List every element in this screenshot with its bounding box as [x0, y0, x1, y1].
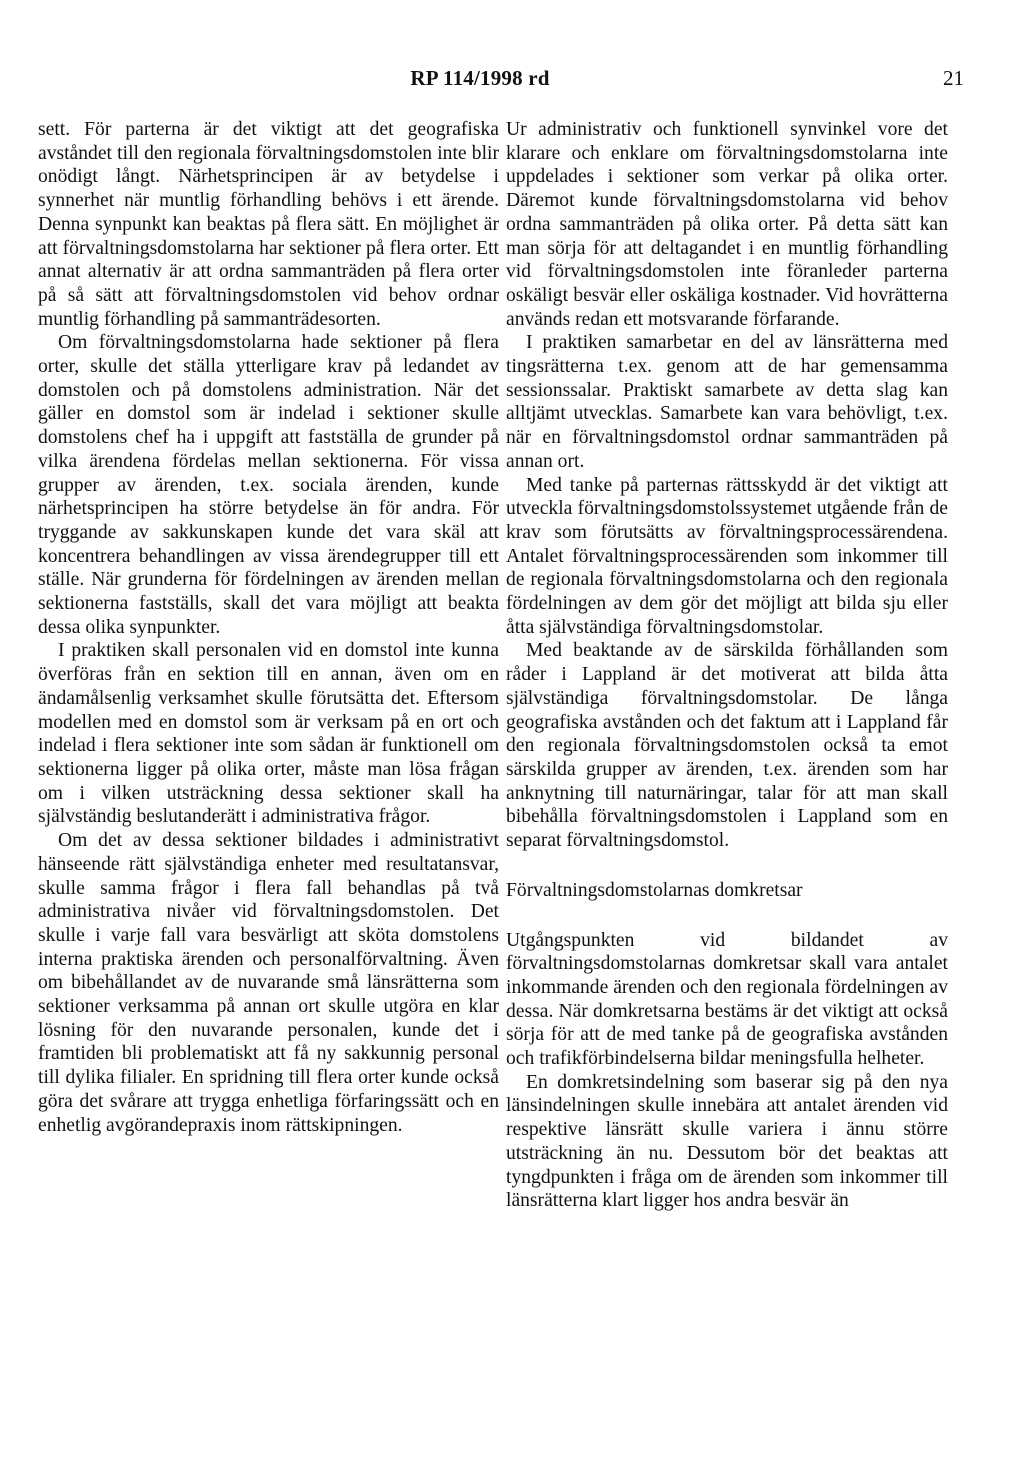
paragraph: Om förvaltningsdomstolarna hade sektioner på flera orter, skulle det ställa ytterligare krav på ledandet av domstolen och på domstolens administration. När det gäller en domstol som är indelad i sektioner skulle domstolens chef ha i uppgift att fastställa de grunder på vilka ärendena fördelas mellan sektionerna. För vissa grupper av ärenden, t.ex. sociala ärenden, kunde närhetsprincipen ha större betydelse än för andra. För tryggande av sakkunskapen kunde det vara skäl att koncentrera behandlingen av vissa ärendegrupper till ett ställe. När grunderna för fördelningen av ärenden mellan sektionerna fastställs, skall det vara möjligt att beakta dessa olika synpunkter. [38, 332, 499, 638]
paragraph: En domkretsindelning som baserar sig på den nya länsindelningen skulle innebära att antalet ärenden vid respektive länsrätt skulle variera i ännu större utsträckning än nu. Dessutom bör det beaktas att tyngdpunkten i fråga om de ärenden som inkommer till länsrätterna klart ligger hos andra besvär än [506, 1071, 948, 1212]
paragraph: Med tanke på parternas rättsskydd är det viktigt att utveckla förvaltningsdomstolssystemet utgående från de krav som förutsätts av förvaltningsprocessärendena. Antalet förvaltningsprocessärenden som inkommer till de regionala förvaltningsdomstolarna och den regionala fördelningen av dem gör det möjligt att bilda sju eller åtta självständiga förvaltningsdomstolar. [506, 474, 948, 638]
paragraph: Med beaktande av de särskilda förhållanden som råder i Lappland är det motiverat att bilda åtta självständiga förvaltningsdomstolar. De långa geografiska avstånden och det faktum att i Lappland får den regionala förvaltningsdomstolen också ta emot särskilda grupper av ärenden, t.ex. ärenden som har anknytning till naturnäringar, talar för att man skall bibehålla förvaltningsdomstolen i Lappland som en separat förvaltningsdomstol. [506, 640, 948, 852]
page-number: 21 [943, 66, 964, 90]
right-column [506, 118, 948, 1213]
left-column [38, 118, 499, 1137]
page-header [0, 66, 1024, 96]
paragraph: Utgångspunkten vid bildandet av förvaltningsdomstolarnas domkretsar skall vara antalet inkommande ärenden och den regionala fördelningen av dessa. När domkretsarna bestäms är det viktigt att också sörja för att de med tanke på de geografiska avstånden och trafikförbindelserna bildar meningsfulla helheter. [506, 929, 948, 1070]
paragraph: I praktiken samarbetar en del av länsrätterna med tingsrätterna t.ex. genom att de har gemensamma sessionssalar. Praktiskt samarbete av detta slag kan alltjämt utvecklas. Samarbete kan vara behövligt, t.ex. när en förvaltningsdomstol ordnar sammanträden på annan ort. [506, 332, 948, 472]
section-heading: Förvaltningsdomstolarnas domkretsar [506, 879, 803, 901]
paragraph: sett. För parterna är det viktigt att det geografiska avståndet till den regionala förvaltningsdomstolen inte blir onödigt långt. Närhetsprincipen är av betydelse i synnerhet när muntlig förhandling behövs i ett ärende. Denna synpunkt kan beaktas på flera sätt. En möjlighet är att förvaltningsdomstolarna har sektioner på flera orter. Ett annat alternativ är att ordna sammanträden på flera orter på så sätt att förvaltningsdomstolen vid behov ordnar muntlig förhandling på sammanträdesorten. [38, 119, 499, 330]
paragraph: Om det av dessa sektioner bildades i administrativt hänseende rätt självständiga enheter med resultatansvar, skulle samma frågor i flera fall behandlas på två administrativa nivåer vid förvaltningsdomstolen. Det skulle i varje fall vara besvärligt att sköta domstolens interna praktiska ärenden och personalförvaltning. Även om bibehållandet av de nuvarande små länsrätterna som sektioner verksamma på annan ort skulle utgöra en klar lösning för den nuvarande personalen, kunde det i framtiden bli problematiskt att få ny sakkunnig personal till dylika filialer. En spridning till flera orter kunde också göra det svårare att trygga enhetliga förfaringssätt och en enhetlig avgörandepraxis inom rättskipningen. [38, 830, 499, 1136]
document-reference: RP 114/1998 rd [410, 66, 550, 90]
paragraph: Ur administrativ och funktionell synvinkel vore det klarare och enklare om förvaltningsdomstolarna inte uppdelades i sektioner som verkar på olika orter. Däremot kunde förvaltningsdomstolarna vid behov ordna sammanträden på olika orter. På detta sätt kan man sörja för att deltagandet i en muntlig förhandling vid förvaltningsdomstolen inte föranleder parterna oskäligt besvär eller oskäliga kostnader. Vid hovrätterna används redan ett motsvarande förfarande. [506, 119, 948, 330]
paragraph: I praktiken skall personalen vid en domstol inte kunna överföras från en sektion till en annan, även om en ändamålsenlig verksamhet skulle förutsätta det. Eftersom modellen med en domstol som är verksam på en ort och indelad i flera sektioner inte som sådan är funktionell om sektionerna ligger på olika orter, måste man lösa frågan om i vilken utsträckning dessa sektioner skall ha självständig beslutanderätt i administrativa frågor. [38, 640, 499, 828]
